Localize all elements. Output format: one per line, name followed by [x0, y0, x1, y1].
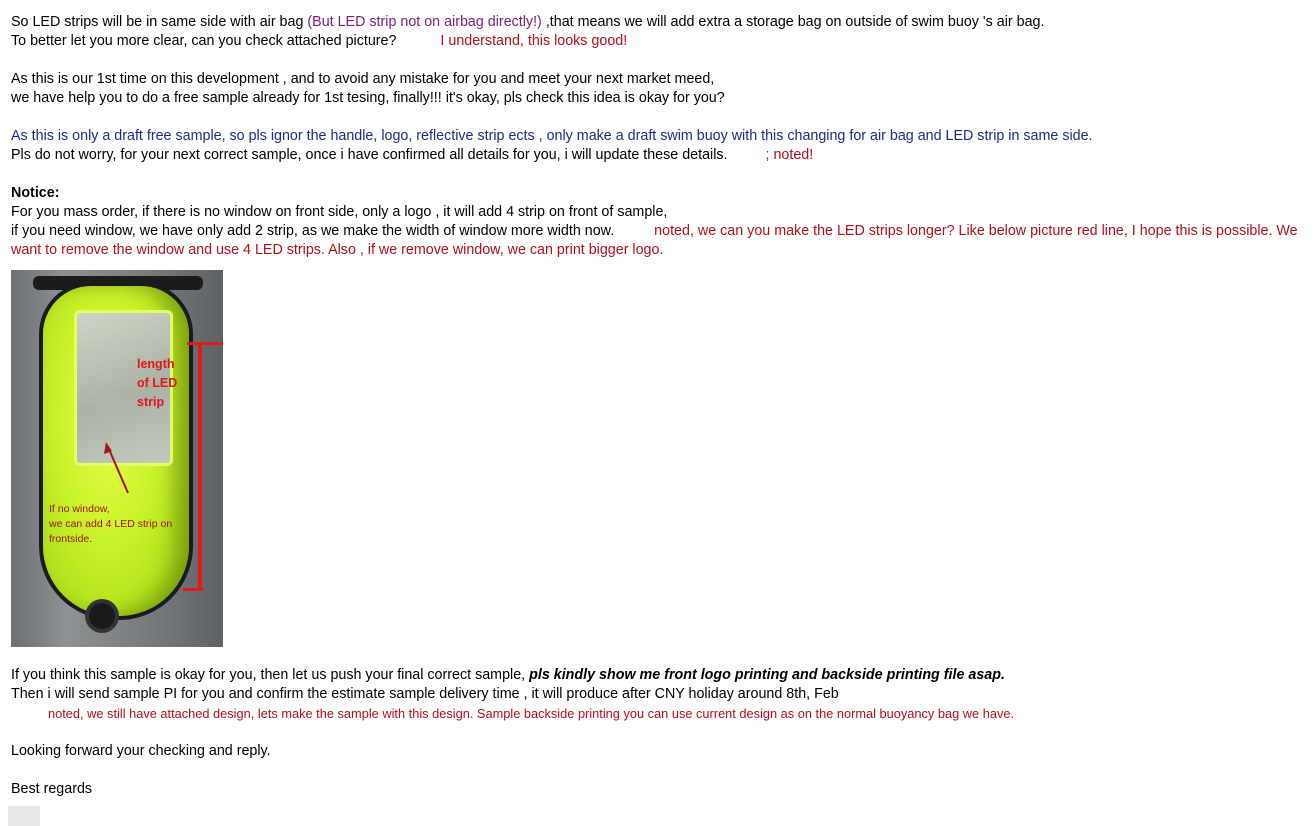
reply-noted: ; noted!	[765, 147, 814, 163]
text-led-side: So LED strips will be in same side with air bag	[11, 14, 304, 30]
label-of-led: of LED	[137, 376, 178, 390]
paragraph-window-strips	[11, 222, 1303, 260]
signature-image-placeholder	[8, 806, 40, 826]
text-check-picture: To better let you more clear, can you check attached picture?	[11, 33, 397, 49]
text-logo-file-request: pls kindly show me front logo printing and backside printing file asap.	[529, 667, 1005, 683]
text-final-sample: If you think this sample is okay for you, then let us push your final correct sample,	[11, 667, 526, 683]
arrow-graphic	[11, 270, 223, 647]
reply-understand: I understand, this looks good!	[440, 33, 628, 49]
text-airbag-note: (But LED strip not on airbag directly!)	[307, 14, 542, 30]
paragraph-check-picture	[11, 32, 1303, 51]
reply-attached-design: noted, we still have attached design, lets make the sample with this design. Sample backside printing you can use current design as on the normal buoyancy bag we have.	[48, 706, 1015, 721]
text-sample-pi: Then i will send sample PI for you and confirm the estimate sample delivery time , it will produce after CNY holiday around 8th, Feb	[11, 686, 839, 702]
notice-heading: Notice:	[11, 185, 60, 201]
arrow-line	[108, 447, 128, 493]
reply-longer-strips: noted, we can you make the LED strips longer? Like below picture red line, I hope this is possible. We want to remove the window and use 4 LED strips. Also , if we remove window, we can print bigger logo.	[11, 223, 1298, 258]
note-four-strips: we can add 4 LED strip on	[49, 518, 173, 530]
text-signoff: Best regards	[11, 781, 93, 797]
text-mass-order: For you mass order, if there is no window on front side, only a logo , it will add 4 strip on front of sample,	[11, 204, 668, 220]
label-strip: strip	[137, 395, 165, 409]
text-free-sample: we have help you to do a free sample already for 1st tesing, finally!!! it's okay, pls check this idea is okay for you?	[11, 90, 725, 106]
paragraph-do-not-worry	[11, 146, 1303, 165]
text-window-strips: if you need window, we have only add 2 strip, as we make the width of window more width now.	[11, 223, 615, 239]
attached-photo-swim-buoy	[11, 270, 223, 647]
text-first-development: As this is our 1st time on this development , and to avoid any mistake for you and meet your next market meed,	[11, 71, 715, 87]
note-frontside: frontside.	[49, 533, 93, 545]
label-length: length	[137, 357, 175, 371]
text-storage-bag: ,that means we will add extra a storage bag on outside of swim buoy 's air bag.	[545, 14, 1045, 30]
email-body	[11, 13, 1303, 799]
text-closing: Looking forward your checking and reply.	[11, 743, 271, 759]
text-do-not-worry: Pls do not worry, for your next correct sample, once i have confirmed all details for you, i will update these details.	[11, 147, 728, 163]
note-no-window: If no window,	[49, 503, 110, 515]
text-draft-sample: As this is only a draft free sample, so pls ignor the handle, logo, reflective strip ects , only make a draft swim buoy with this changing for air bag and LED strip in same side.	[11, 128, 1093, 144]
paragraph-led-side	[11, 13, 1303, 32]
paragraph-final-sample	[11, 666, 1303, 685]
